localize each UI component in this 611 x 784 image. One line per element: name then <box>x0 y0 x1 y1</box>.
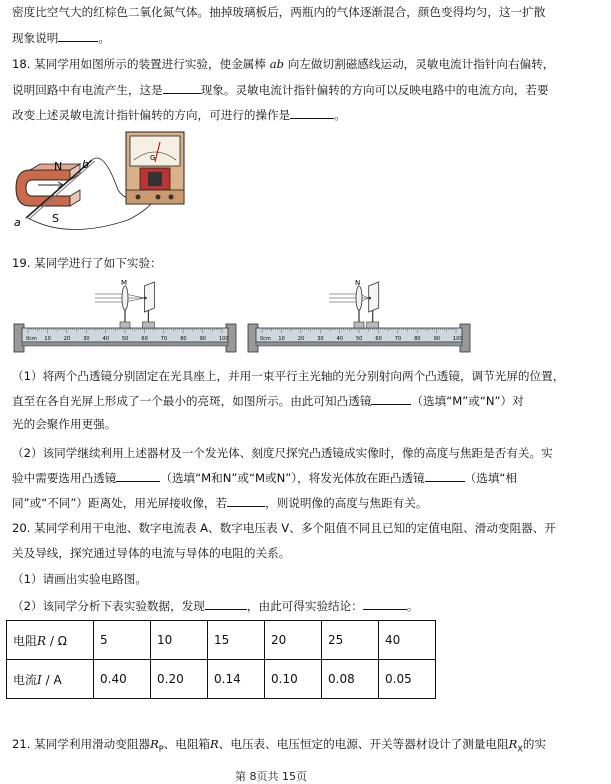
bench-left-tick-label: 40 <box>102 336 109 342</box>
table-cell: 0.20 <box>151 660 208 699</box>
question-20-line: （2）该同学分析下表实验数据，发现 ，由此可得实验结论： 。 <box>12 599 419 613</box>
question-19-line: 19. 某同学进行了如下实验： <box>12 256 162 270</box>
bench-right-tick-label: 50 <box>356 336 363 342</box>
induction-apparatus-figure <box>8 130 218 232</box>
bench-left-screen-holder <box>142 322 154 328</box>
text-line: 现象说明 。 <box>12 31 110 45</box>
bench-left-tick-label: 20 <box>63 336 71 342</box>
bench-right-tick-label: 60 <box>375 336 382 342</box>
table-row-current <box>7 660 436 699</box>
table-cell: 5 <box>94 621 151 660</box>
answer-blank[interactable] <box>363 597 407 610</box>
bench-right-tick-label: 40 <box>336 336 343 342</box>
table-cell: 10 <box>151 621 208 660</box>
question-18-line: 18. 某同学用如图所示的装置进行实验，使金属棒 ab 向左做切割磁感线运动，灵敏电流计指针向右偏转， <box>12 57 555 71</box>
bench-right-tick-label: 0cm <box>260 336 271 342</box>
bench-right-tick-label: 30 <box>317 336 324 342</box>
bench-right-screen-holder <box>367 322 379 328</box>
page-footer: 第 8页共 15页 <box>235 770 307 783</box>
answer-blank[interactable] <box>58 29 98 42</box>
question-20-line: 20. 某同学利用干电池、数字电流表 A、数字电压表 V、多个阻值不同且已知的定值电阻、滑动变阻器、开 <box>12 521 556 535</box>
label-a: a <box>14 216 21 229</box>
table-cell: 20 <box>265 621 322 660</box>
bench-right-lens-label: N <box>355 280 361 287</box>
answer-blank[interactable] <box>116 469 160 482</box>
table-header-resistance: 电阻R / Ω <box>7 621 94 660</box>
label-s: S <box>52 212 59 225</box>
table-header-current: 电流I / A <box>7 660 94 699</box>
table-cell: 15 <box>208 621 265 660</box>
bench-left-lens <box>122 286 128 310</box>
label-n: N <box>54 160 63 173</box>
bench-left-tick-label: 90 <box>199 336 206 342</box>
meter-label: G <box>150 154 156 162</box>
question-19-line: 验中需要选用凸透镜 （选填“M和N”或“M或N”），将发光体放在距凸透镜 （选填“相 <box>12 471 518 485</box>
bench-right-tick-label: 80 <box>414 336 421 342</box>
answer-blank[interactable] <box>163 81 201 94</box>
bench-left-light-spot <box>144 297 147 300</box>
bench-right-light-spot <box>368 297 371 300</box>
answer-blank[interactable] <box>290 106 334 119</box>
bench-right-lens-holder <box>354 322 364 328</box>
bench-right-tick-label: 70 <box>394 336 402 342</box>
question-21-line: 21. 某同学利用滑动变阻器$R_P$、电阻箱R、电压表、电压恒定的电源、开关等器材设计了测量电阻$R_X$的实 <box>12 737 547 754</box>
bench-right-tick-label: 100 <box>453 336 463 342</box>
optical-bench-figure <box>10 280 472 354</box>
bench-left-lens-label: M <box>121 280 128 287</box>
question-20-line: 关及导线，探究通过导体的电流与导体的电阻的关系。 <box>12 546 291 560</box>
bench-left-lens-holder <box>120 322 130 328</box>
question-19-line: 直至在各自光屏上形成了一个最小的亮斑，如图所示。由此可知凸透镜 （选填“M”或“N”）对 <box>12 394 524 408</box>
answer-blank[interactable] <box>227 494 265 507</box>
bench-right-rail-base <box>256 342 462 346</box>
table-cell: 25 <box>322 621 379 660</box>
bench-right-tick-label: 20 <box>297 336 305 342</box>
answer-blank[interactable] <box>425 469 465 482</box>
table-cell: 0.05 <box>379 660 436 699</box>
bench-right-lens <box>356 286 362 310</box>
bench-left-tick-label: 30 <box>83 336 90 342</box>
bench-left-tick-label: 50 <box>122 336 129 342</box>
text-line: 密度比空气大的红棕色二氧化氮气体。抽掉玻璃板后，两瓶内的气体逐渐混合，颜色变得均匀，这一扩散 <box>12 5 546 19</box>
table-row-resistance <box>7 621 436 660</box>
question-19-line: 光的会聚作用更强。 <box>12 417 117 431</box>
question-19-line: （2）该同学继续利用上述器材及一个发光体、刻度尺探究凸透镜成实像时，像的高度与焦距是否有关。实 <box>12 446 553 460</box>
bench-left-tick-label: 0cm <box>26 336 37 342</box>
bench-left-rail-base <box>22 342 228 346</box>
question-19-line: （1）将两个凸透镜分别固定在光具座上，并用一束平行主光轴的光分别射向两个凸透镜，调节光屏的位置， <box>12 369 565 383</box>
label-b: b <box>82 158 89 171</box>
table-cell: 0.40 <box>94 660 151 699</box>
bench-left-tick-label: 80 <box>180 336 187 342</box>
bench-left-tick-label: 60 <box>141 336 148 342</box>
table-cell: 0.08 <box>322 660 379 699</box>
bench-left-tick-label: 100 <box>219 336 229 342</box>
bench-left-tick-label: 70 <box>160 336 168 342</box>
answer-blank[interactable] <box>371 392 411 405</box>
bench-left-tick-label: 10 <box>44 336 51 342</box>
table-cell: 0.14 <box>208 660 265 699</box>
bench-right-tick-label: 10 <box>278 336 285 342</box>
question-18-line: 改变上述灵敏电流计指针偏转的方向，可进行的操作是 。 <box>12 108 346 122</box>
table-cell: 40 <box>379 621 436 660</box>
answer-blank[interactable] <box>205 597 247 610</box>
question-18-line: 说明回路中有电流产生，这是 现象。灵敏电流计指针偏转的方向可以反映电路中的电流方向，若要 <box>12 83 549 97</box>
question-19-line: 同”或“不同”）距离处，用光屏接收像，若 ，则说明像的高度与焦距有关。 <box>12 496 428 510</box>
data-table <box>6 620 436 699</box>
bench-right-tick-label: 90 <box>433 336 440 342</box>
table-cell: 0.10 <box>265 660 322 699</box>
question-20-line: （1）请画出实验电路图。 <box>12 572 147 586</box>
